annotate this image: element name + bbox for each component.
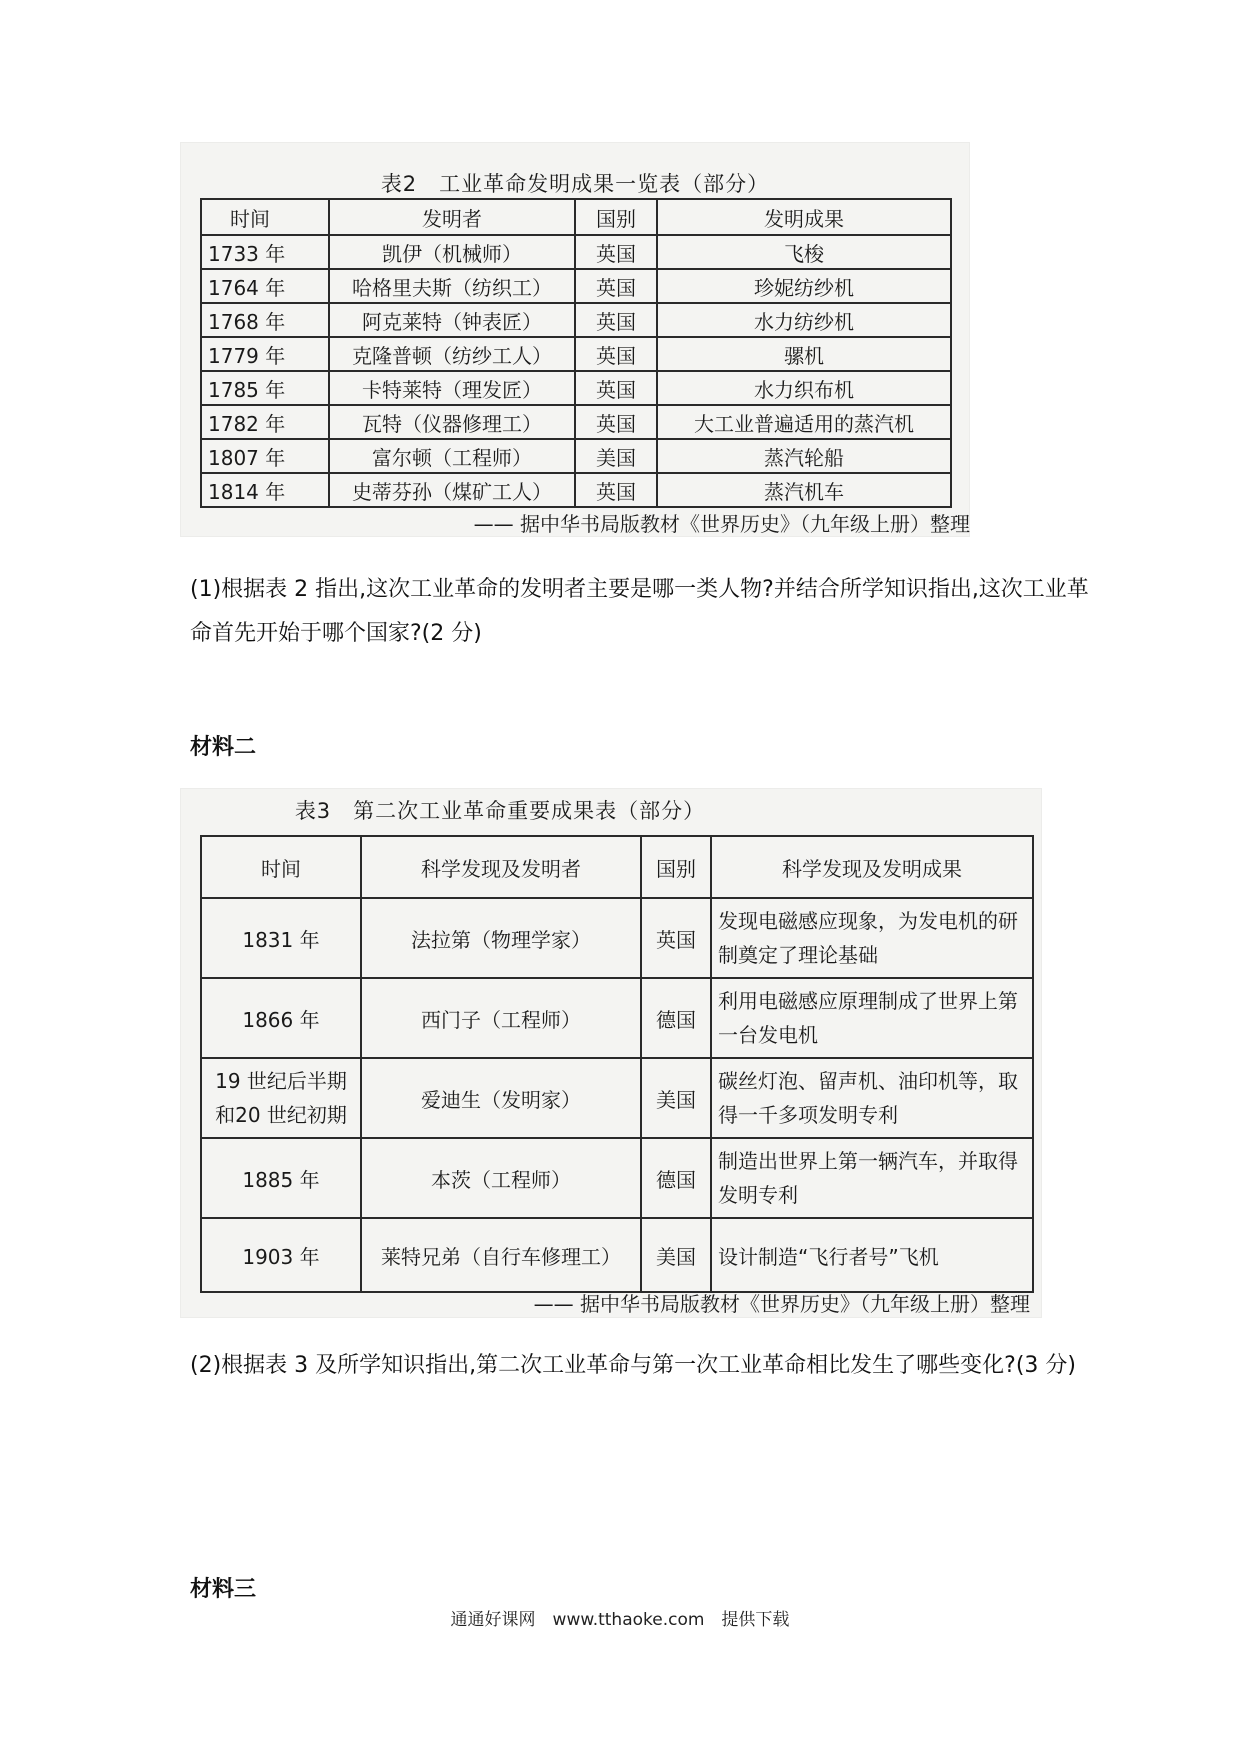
table2-cell: 英国 <box>575 269 657 303</box>
table2-cell: 英国 <box>575 473 657 507</box>
table3-cell: 莱特兄弟（自行车修理工） <box>361 1218 641 1292</box>
table3-title: 表3 第二次工业革命重要成果表（部分） <box>294 799 706 823</box>
table3-cell: 设计制造“飞行者号”飞机 <box>711 1218 1033 1292</box>
table2-cell: 阿克莱特（钟表匠） <box>329 303 575 337</box>
table2-source: —— 据中华书局版教材《世界历史》（九年级上册）整理 <box>473 512 970 536</box>
table-row <box>201 1218 1033 1292</box>
table3-cell: 英国 <box>641 898 711 978</box>
table2-cell: 瓦特（仪器修理工） <box>329 405 575 439</box>
table2-header-cell: 发明者 <box>329 199 575 235</box>
table3-cell: 利用电磁感应原理制成了世界上第一台发电机 <box>711 978 1033 1058</box>
table2-cell: 蒸汽机车 <box>657 473 951 507</box>
table2-cell: 珍妮纺纱机 <box>657 269 951 303</box>
table2-cell: 蒸汽轮船 <box>657 439 951 473</box>
table3 <box>200 835 1034 1293</box>
table3-cell: 19 世纪后半期和20 世纪初期 <box>201 1058 361 1138</box>
table2-cell: 1782 年 <box>201 405 329 439</box>
table2-cell: 1779 年 <box>201 337 329 371</box>
table2-cell: 水力织布机 <box>657 371 951 405</box>
table3-cell: 1866 年 <box>201 978 361 1058</box>
table2-cell: 1768 年 <box>201 303 329 337</box>
table3-source: —— 据中华书局版教材《世界历史》（九年级上册）整理 <box>533 1292 1030 1316</box>
table-row <box>201 303 951 337</box>
table2-cell: 卡特莱特（理发匠） <box>329 371 575 405</box>
table-row <box>201 405 951 439</box>
table2-cell: 1785 年 <box>201 371 329 405</box>
question-1: (1)根据表 2 指出,这次工业革命的发明者主要是哪一类人物?并结合所学知识指出,这次工业革命首先开始于哪个国家?(2 分) <box>190 577 1089 646</box>
table2-cell: 飞梭 <box>657 235 951 269</box>
table-row <box>201 1058 1033 1138</box>
table-row <box>201 235 951 269</box>
page-footer: 通通好课网 www.tthaoke.com 提供下载 <box>450 1610 790 1630</box>
table2-cell: 英国 <box>575 303 657 337</box>
table2-cell: 哈格里夫斯（纺织工） <box>329 269 575 303</box>
material-2-heading: 材料二 <box>190 735 257 760</box>
table3-cell: 德国 <box>641 1138 711 1218</box>
table2-cell: 英国 <box>575 371 657 405</box>
table3-cell: 发现电磁感应现象，为发电机的研制奠定了理论基础 <box>711 898 1033 978</box>
table-row <box>201 337 951 371</box>
table-row <box>201 978 1033 1058</box>
table2-header-cell: 国别 <box>575 199 657 235</box>
table2-cell: 水力纺纱机 <box>657 303 951 337</box>
table3-cell: 美国 <box>641 1058 711 1138</box>
table3-cell: 西门子（工程师） <box>361 978 641 1058</box>
table2 <box>200 198 952 508</box>
table3-cell: 美国 <box>641 1218 711 1292</box>
table2-cell: 1733 年 <box>201 235 329 269</box>
table2-cell: 凯伊（机械师） <box>329 235 575 269</box>
table3-cell: 制造出世界上第一辆汽车，并取得发明专利 <box>711 1138 1033 1218</box>
table2-cell: 克隆普顿（纺纱工人） <box>329 337 575 371</box>
table2-header-cell: 发明成果 <box>657 199 951 235</box>
table3-cell: 爱迪生（发明家） <box>361 1058 641 1138</box>
table-row <box>201 473 951 507</box>
table2-cell: 1807 年 <box>201 439 329 473</box>
table3-header-cell: 科学发现及发明成果 <box>711 836 1033 898</box>
table2-cell: 英国 <box>575 337 657 371</box>
table2-header-row <box>201 199 951 235</box>
table-row <box>201 898 1033 978</box>
table2-cell: 富尔顿（工程师） <box>329 439 575 473</box>
table-row <box>201 439 951 473</box>
table2-header-cell: 时间 <box>201 199 329 235</box>
table2-cell: 骡机 <box>657 337 951 371</box>
table2-cell: 1814 年 <box>201 473 329 507</box>
table-row <box>201 371 951 405</box>
table3-cell: 碳丝灯泡、留声机、油印机等，取得一千多项发明专利 <box>711 1058 1033 1138</box>
table3-cell: 法拉第（物理学家） <box>361 898 641 978</box>
table2-title: 表2 工业革命发明成果一览表（部分） <box>380 172 770 196</box>
table3-cell: 1903 年 <box>201 1218 361 1292</box>
question-2: (2)根据表 3 及所学知识指出,第二次工业革命与第一次工业革命相比发生了哪些变化?(3 分) <box>190 1353 1076 1378</box>
table3-header-cell: 时间 <box>201 836 361 898</box>
table3-header-cell: 科学发现及发明者 <box>361 836 641 898</box>
table2-cell: 美国 <box>575 439 657 473</box>
table2-cell: 英国 <box>575 235 657 269</box>
table3-header-row <box>201 836 1033 898</box>
table3-cell: 本茨（工程师） <box>361 1138 641 1218</box>
table-row <box>201 269 951 303</box>
table3-cell: 1885 年 <box>201 1138 361 1218</box>
table3-cell: 德国 <box>641 978 711 1058</box>
table3-cell: 1831 年 <box>201 898 361 978</box>
table-row <box>201 1138 1033 1218</box>
table3-header-cell: 国别 <box>641 836 711 898</box>
table2-cell: 英国 <box>575 405 657 439</box>
table2-cell: 1764 年 <box>201 269 329 303</box>
table2-cell: 大工业普遍适用的蒸汽机 <box>657 405 951 439</box>
material-3-heading: 材料三 <box>190 1577 257 1602</box>
table2-cell: 史蒂芬孙（煤矿工人） <box>329 473 575 507</box>
